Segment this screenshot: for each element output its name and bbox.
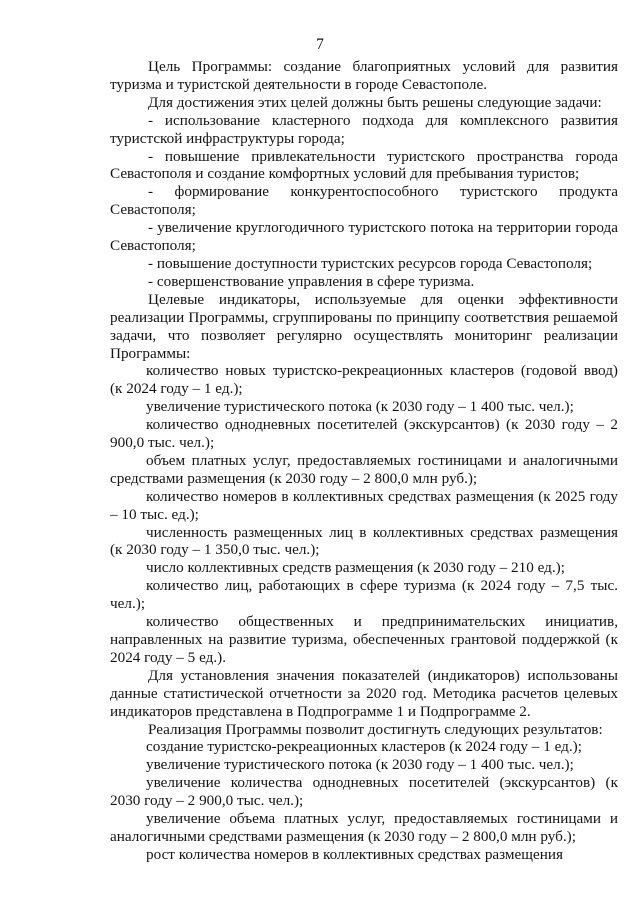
list-item: рост количества номеров в коллективных средствах размещения [146, 845, 563, 863]
list-item: увеличение туристического потока (к 2030 году – 1 400 тыс. чел.); [146, 398, 574, 416]
list-item: увеличение туристического потока (к 2030 году – 1 400 тыс. чел.); [146, 756, 574, 774]
list-item: - повышение привлекательности туристского пространства города Севастополя и создание комфортных условий для пребывания туристов; [110, 147, 618, 183]
list-item: количество общественных и предпринимательских инициатив, направленных на развитие туризма, обеспеченных грантовой поддержкой (к 2024 году – 5 ед.). [110, 613, 618, 666]
list-item: количество однодневных посетителей (экскурсантов) (к 2030 году – 2 900,0 тыс. чел.); [110, 416, 618, 452]
list-item: количество номеров в коллективных средствах размещения (к 2025 году – 10 тыс. ед.); [110, 487, 618, 523]
paragraph: Для установления значения показателей (индикаторов) использованы данные статистической отчетности за 2020 год. Методика расчетов целевых индикаторов представлена в Подпрограмме 1 и Подпрограмме 2. [110, 666, 618, 720]
page-number: 7 [316, 36, 324, 53]
list-item: - использование кластерного подхода для комплексного развития туристской инфраструктуры города; [110, 111, 618, 147]
paragraph: Реализация Программы позволит достигнуть следующих результатов: [148, 720, 603, 738]
body-text [110, 58, 618, 864]
paragraph: Цель Программы: создание благоприятных условий для развития туризма и туристской деятельности в городе Севастополе. [110, 58, 618, 93]
list-item: - повышение доступности туристских ресурсов города Севастополя; [148, 254, 593, 272]
list-item: объем платных услуг, предоставляемых гостиницами и аналогичными средствами размещения (к 2030 году – 2 800,0 млн руб.); [110, 451, 618, 487]
list-item: - увеличение круглогодичного туристского потока на территории города Севастополя; [110, 219, 618, 255]
list-item: - формирование конкурентоспособного туристского продукта Севастополя; [110, 183, 618, 219]
list-item: число коллективных средств размещения (к 2030 году – 210 ед.); [146, 559, 565, 577]
list-item: - совершенствование управления в сфере туризма. [148, 272, 475, 290]
list-item: количество новых туристско-рекреационных кластеров (годовой ввод) (к 2024 году – 1 ед.); [110, 362, 618, 398]
list-item: увеличение количества однодневных посетителей (экскурсантов) (к 2030 году – 2 900,0 тыс. чел.); [110, 774, 618, 810]
list-item: количество лиц, работающих в сфере туризма (к 2024 году – 7,5 тыс. чел.); [110, 577, 618, 613]
list-item: численность размещенных лиц в коллективных средствах размещения (к 2030 году – 1 350,0 тыс. чел.); [110, 523, 618, 559]
list-item: увеличение объема платных услуг, предоставляемых гостиницами и аналогичными средствами размещения (к 2030 году – 2 800,0 млн руб.); [110, 810, 618, 845]
paragraph: Для достижения этих целей должны быть решены следующие задачи: [148, 93, 602, 111]
paragraph: Целевые индикаторы, используемые для оценки эффективности реализации Программы, сгруппированы по принципу соответствия решаемой задачи, что позволяет регулярно осуществлять мониторинг реализации Программы: [110, 290, 618, 362]
list-item: создание туристско-рекреационных кластеров (к 2024 году – 1 ед.); [146, 738, 582, 756]
